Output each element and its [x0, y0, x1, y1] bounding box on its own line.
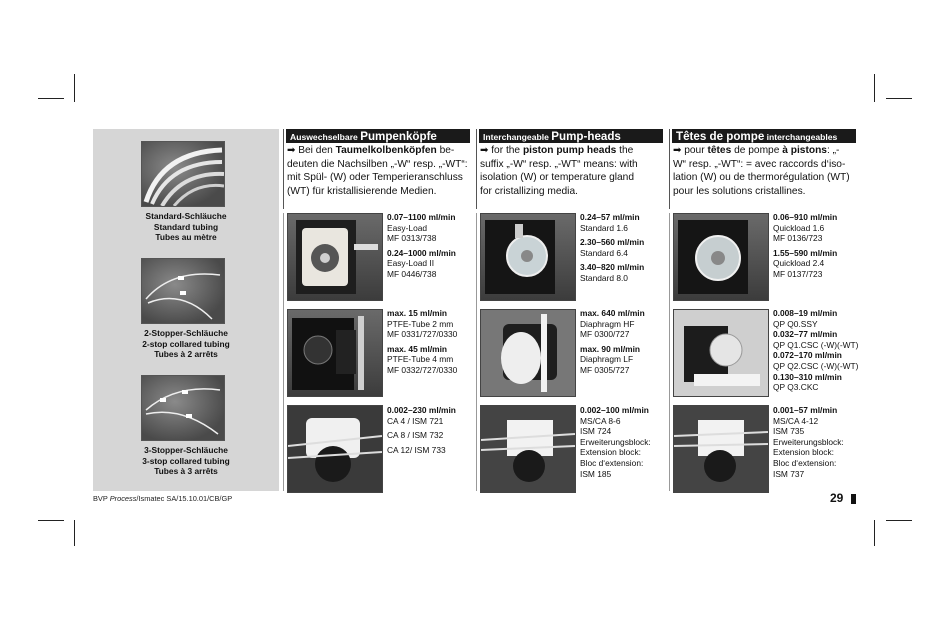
crop-mark — [874, 74, 875, 102]
spec-line: MS/CA 8-6 — [580, 415, 621, 426]
french-column-heading: Têtes de pompe interchangeables — [672, 129, 856, 143]
footer-credit: BVP Process/Ismatec SA/15.10.01/CB/GP — [93, 494, 233, 503]
spec-line: MS/CA 4-12 — [773, 415, 819, 426]
two-stop-tubing-photo — [141, 258, 225, 324]
german-intro-text: ➡ Bei den Taumelkolbenköpfen be- deuten die Nachsilben „-W“ resp. „-WT“: mit Spül- (W) oder Temperieranschluss (WT) für kristallisierende Medien. — [287, 145, 468, 197]
spec-block — [387, 212, 456, 280]
spec-block — [387, 405, 456, 455]
diaphragm-pump-head-photo — [480, 309, 576, 397]
spec-flow-rate: 0.002–100 ml/min — [580, 405, 649, 415]
spec-line: Easy-Load II — [387, 258, 435, 269]
spec-line: Extension block: — [773, 447, 834, 458]
spec-line: CA 12/ ISM 733 — [387, 444, 446, 455]
spec-block — [580, 308, 645, 376]
ptfe-tube-pump-head-photo — [287, 309, 383, 397]
column-divider — [669, 129, 670, 209]
crop-mark — [38, 98, 64, 99]
spec-flow-rate: max. 90 ml/min — [580, 343, 641, 354]
spec-flow-rate: 3.40–820 ml/min — [580, 262, 645, 273]
spec-block — [773, 405, 844, 479]
three-stop-tubing-photo — [141, 375, 225, 441]
spec-line: Erweiterungsblock: — [580, 436, 651, 447]
spec-line: MF 0313/738 — [387, 233, 437, 244]
spec-line: QP Q3.CKC — [773, 382, 819, 393]
spec-flow-rate: max. 45 ml/min — [387, 343, 448, 354]
spec-flow-rate: 2.30–560 ml/min — [580, 237, 645, 248]
english-column-heading: Interchangeable Pump-heads — [479, 129, 663, 143]
spec-flow-rate: 0.002–230 ml/min — [387, 405, 456, 415]
arrow-right-icon: ➡ — [673, 145, 682, 156]
spec-line: MF 0137/723 — [773, 268, 823, 279]
quickload-pump-head-photo — [673, 213, 769, 301]
spec-flow-rate: 0.032–77 ml/min — [773, 329, 838, 340]
spec-block — [773, 308, 858, 393]
page-number: 29 — [830, 491, 844, 505]
spec-line: Diaphragm LF — [580, 354, 634, 365]
spec-line: PTFE-Tube 2 mm — [387, 318, 454, 329]
spec-flow-rate: 0.008–19 ml/min — [773, 308, 838, 318]
spec-line: QP Q0.SSY — [773, 318, 818, 329]
spec-line: ISM 185 — [580, 468, 612, 479]
column-divider — [476, 213, 477, 491]
spec-line: QP Q2.CSC (-W)(-WT) — [773, 360, 859, 371]
crop-mark — [38, 520, 64, 521]
spec-flow-rate: 0.130–310 ml/min — [773, 371, 842, 382]
spec-flow-rate: max. 640 ml/min — [580, 308, 645, 318]
column-divider — [283, 213, 284, 491]
spec-line: Quickload 2.4 — [773, 258, 825, 269]
spec-block — [773, 212, 837, 280]
spec-line: MF 0332/727/0330 — [387, 364, 458, 375]
spec-block — [580, 212, 644, 284]
cassette-pump-head-photo — [287, 405, 383, 493]
qp-piston-pump-head-photo — [673, 309, 769, 397]
spec-line: Bloc d‘extension: — [773, 457, 837, 468]
three-stop-tubing-caption: 3-Stopper-Schläuche 3-stop collared tubing Tubes à 3 arrêts — [142, 445, 230, 476]
column-divider — [476, 129, 477, 209]
crop-mark — [886, 98, 912, 99]
spec-line: Standard 1.6 — [580, 222, 628, 233]
standard-tubing-photo — [141, 141, 225, 207]
spec-block — [387, 308, 457, 376]
arrow-right-icon: ➡ — [287, 145, 296, 156]
spec-line: Diaphragm HF — [580, 318, 635, 329]
spec-flow-rate: 0.06–910 ml/min — [773, 212, 838, 222]
spec-line: Quickload 1.6 — [773, 222, 825, 233]
two-stop-tubing-caption: 2-Stopper-Schläuche 2-stop collared tubing Tubes à 2 arrêts — [142, 328, 230, 359]
spec-flow-rate: 1.55–590 ml/min — [773, 247, 838, 258]
spec-line: Bloc d‘extension: — [580, 457, 644, 468]
spec-line: MF 0331/727/0330 — [387, 329, 458, 340]
spec-line: CA 8 / ISM 732 — [387, 430, 444, 441]
standard-tubing-caption: Standard-Schläuche Standard tubing Tubes au mètre — [145, 211, 227, 242]
spec-line: Extension block: — [580, 447, 641, 458]
english-intro-text: ➡ for the piston pump heads the suffix „-W“ resp. „-WT“ means: with isolation (W) or temperature gland for cristallizing media. — [480, 145, 638, 197]
crop-mark — [874, 520, 875, 546]
arrow-right-icon: ➡ — [480, 145, 489, 156]
spec-block — [580, 405, 651, 479]
spec-line: ISM 735 — [773, 426, 805, 437]
crop-mark — [74, 520, 75, 546]
spec-line: Erweiterungsblock: — [773, 436, 844, 447]
spec-line: PTFE-Tube 4 mm — [387, 354, 454, 365]
spec-line: QP Q1.CSC (-W)(-WT) — [773, 339, 859, 350]
spec-line: Standard 6.4 — [580, 247, 628, 258]
french-intro-text: ➡ pour têtes de pompe à pistons: „- W“ resp. „-WT“: = avec raccords d‘iso- lation (W) ou de thermorégulation (WT) pour les solutions cristallines. — [673, 145, 850, 197]
german-column-heading: Auswechselbare Pumpenköpfe — [286, 129, 470, 143]
page-number-marker — [851, 494, 856, 504]
crop-mark — [74, 74, 75, 102]
spec-line: MF 0305/727 — [580, 364, 630, 375]
spec-flow-rate: max. 15 ml/min — [387, 308, 448, 318]
spec-line: Easy-Load — [387, 222, 428, 233]
standard-piston-pump-head-photo — [480, 213, 576, 301]
easy-load-pump-head-photo — [287, 213, 383, 301]
ms-ca-4-12-pump-head-photo — [673, 405, 769, 493]
spec-line: MF 0300/727 — [580, 329, 630, 340]
spec-flow-rate: 0.07–1100 ml/min — [387, 212, 456, 222]
column-divider — [283, 129, 284, 209]
spec-flow-rate: 0.072–170 ml/min — [773, 350, 842, 361]
column-divider — [669, 213, 670, 491]
spec-line: MF 0446/738 — [387, 268, 437, 279]
spec-line: ISM 737 — [773, 468, 805, 479]
spec-line: ISM 724 — [580, 426, 612, 437]
spec-flow-rate: 0.001–57 ml/min — [773, 405, 838, 415]
crop-mark — [886, 520, 912, 521]
spec-line: MF 0136/723 — [773, 233, 823, 244]
spec-line: CA 4 / ISM 721 — [387, 415, 444, 426]
spec-flow-rate: 0.24–1000 ml/min — [387, 247, 456, 258]
ms-ca-cassette-pump-head-photo — [480, 405, 576, 493]
spec-flow-rate: 0.24–57 ml/min — [580, 212, 640, 222]
spec-line: Standard 8.0 — [580, 272, 628, 283]
